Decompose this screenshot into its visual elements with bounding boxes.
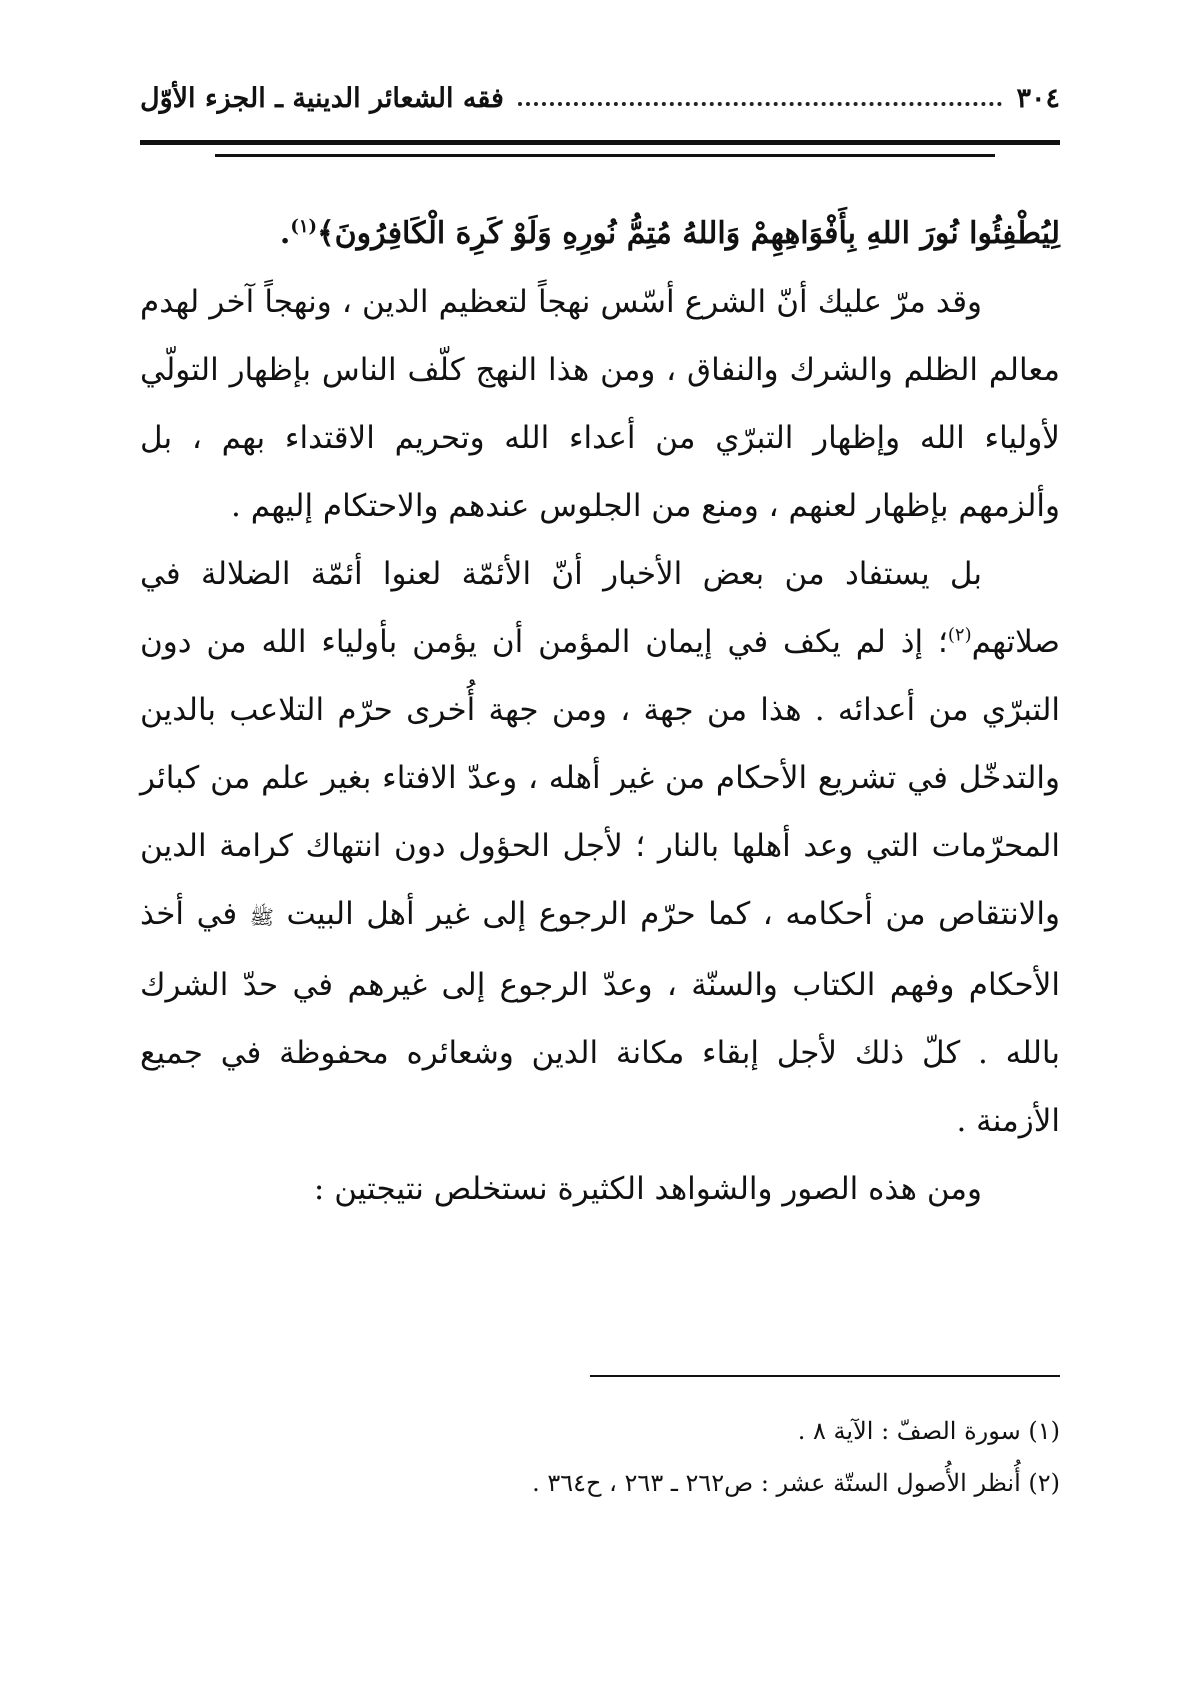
page-header	[140, 78, 1060, 118]
quran-verse	[140, 200, 1060, 268]
header-dot-leader	[518, 102, 1003, 106]
running-title: فقه الشعائر الدينية ـ الجزء الأوّل	[140, 82, 504, 114]
footnotes	[140, 1405, 1060, 1509]
paragraph-1: وقد مرّ عليك أنّ الشرع أسّس نهجاً لتعظيم الدين ، ونهجاً آخر لهدم معالم الظلم والشرك والنفاق ، ومن هذا النهج كلّف الناس بإظهار التولّي لأولياء الله وإظهار التبرّي من أعداء الله وتحريم الاقتداء بهم ، بل وألزمهم بإظهار لعنهم ، ومنع من الجلوس عندهم والاحتكام إليهم .	[140, 284, 1060, 524]
footnote-ref-2: (٢)	[947, 624, 972, 646]
header-rule-thick	[140, 140, 1060, 145]
paragraph-3: ومن هذه الصور والشواهد الكثيرة نستخلص نتيجتين :	[313, 1171, 982, 1207]
page-number: ٣٠٤	[1016, 82, 1060, 114]
paragraph-2-rest: ؛ إذ لم يكف في إيمان المؤمن أن يؤمن بأولياء الله من دون التبرّي من أعدائه . هذا من جهة ، ومن جهة أُخرى حرّم التلاعب بالدين والتدخّل في تشريع الأحكام من غير أهله ، وعدّ الافتاء بغير علم من كبائر المحرّمات التي وعد أهلها بالنار ؛ لأجل الحؤول دون انتهاك كرامة الدين والانتقاص من أحكامه ، كما حرّم الرجوع إلى غير أهل البيت	[140, 624, 1060, 932]
paragraph-2	[140, 540, 1060, 1155]
footnote-2: (٢) أُنظر الأُصول الستّة عشر : ص٢٦٢ ـ ٢٦٣ ، ح٣٦٤ .	[532, 1469, 1060, 1497]
header-rule-thin	[215, 154, 995, 157]
body-text	[140, 200, 1060, 1223]
honorific-symbol: ﷺ	[249, 905, 274, 929]
paragraph-2-end: في أخذ الأحكام وفهم الكتاب والسنّة ، وعدّ الرجوع إلى غيرهم في حدّ الشرك بالله . كلّ ذلك لأجل إبقاء مكانة الدين وشعائره محفوظة في جميع الأزمنة .	[140, 896, 1060, 1139]
footnote-ref-1: (١)	[290, 216, 318, 237]
paragraph-2-start: بل يستفاد من بعض الأخبار أنّ الأئمّة لعنوا أئمّة الضلالة في صلاتهم	[140, 556, 1060, 660]
footnote-1: (١) سورة الصفّ : الآية ٨ .	[797, 1417, 1060, 1445]
footnote-separator	[590, 1375, 1060, 1377]
verse-end: .	[279, 216, 291, 251]
verse-text: لِيُطْفِئُوا نُورَ اللهِ بِأَفْوَاهِهِمْ وَاللهُ مُتِمُّ نُورِهِ وَلَوْ كَرِهَ الْكَافِرُونَ﴾	[317, 216, 1060, 251]
